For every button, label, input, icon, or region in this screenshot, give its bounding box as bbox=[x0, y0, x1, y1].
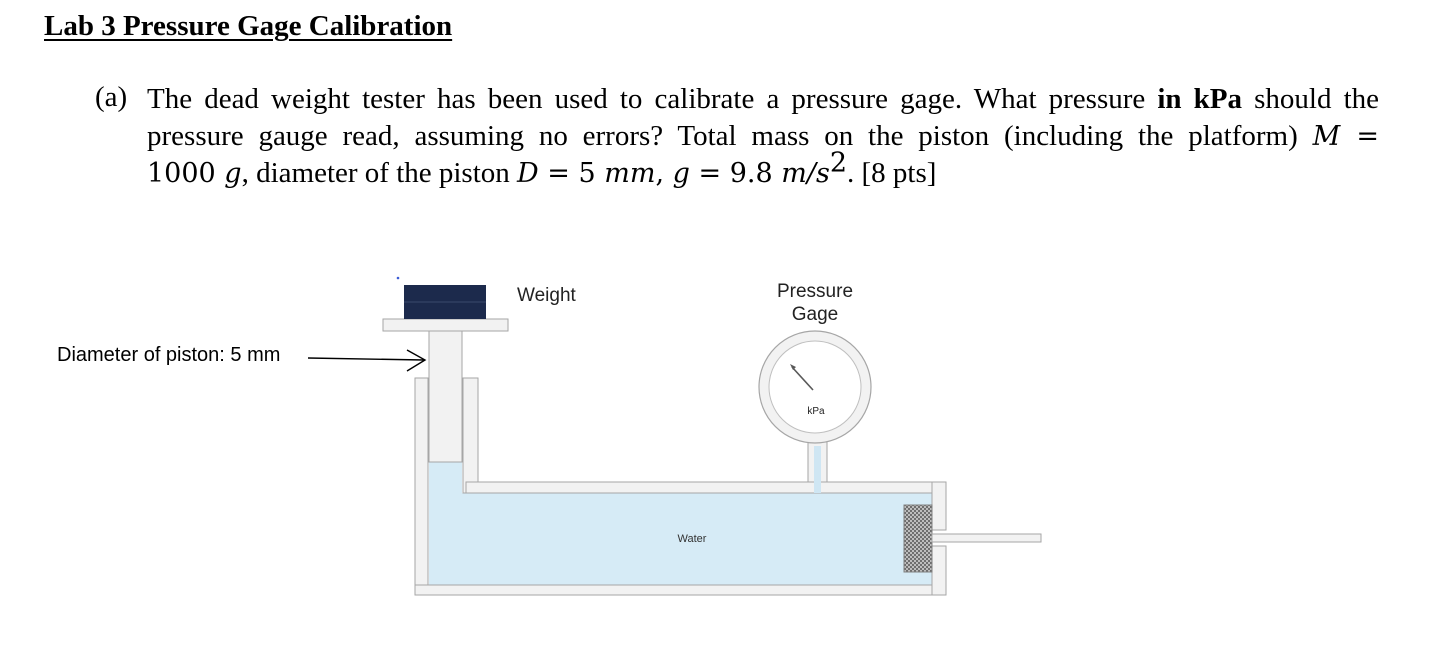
channel-bottom-wall bbox=[415, 585, 946, 595]
piston-rod bbox=[429, 331, 462, 462]
gage-label-line2: Gage bbox=[791, 304, 839, 325]
water-fill bbox=[429, 462, 932, 585]
piston-platform bbox=[383, 319, 508, 331]
question-line-2: pressure gauge read, assuming no errors? Total mass on the piston (including the platform) M = bbox=[147, 120, 1379, 152]
water-label: Water bbox=[677, 533, 707, 545]
mass-variable: M bbox=[1312, 121, 1341, 152]
gage-stem-water bbox=[814, 446, 821, 493]
question-line-1: The dead weight tester has been used to calibrate a pressure gage. What pressure in kPa should the bbox=[147, 83, 1379, 115]
marker-dot bbox=[397, 277, 400, 280]
channel-top-wall bbox=[466, 482, 932, 493]
gage-unit-label: kPa bbox=[807, 406, 825, 417]
diameter-variable: D bbox=[517, 158, 539, 189]
piston-pointer-line bbox=[308, 358, 424, 360]
right-end-cap-lower bbox=[932, 546, 946, 595]
plunger-head bbox=[904, 505, 932, 572]
piston-diameter-label: Diameter of piston: 5 mm bbox=[57, 344, 281, 366]
diameter-unit: mm bbox=[604, 158, 656, 189]
weight-label: Weight bbox=[517, 285, 576, 306]
gravity-exponent: 2 bbox=[829, 147, 847, 179]
emphasis-unit: in kPa bbox=[1157, 83, 1243, 115]
mass-unit: g bbox=[224, 158, 242, 189]
gage-dial-face bbox=[769, 341, 861, 433]
cylinder-inner-wall bbox=[463, 378, 478, 493]
document-title: Lab 3 Pressure Gage Calibration bbox=[44, 10, 453, 42]
question-line-3: 1000 g, diameter of the piston D = 5 mm, g = 9.8 $m/s^2$. [8 pts] bbox=[147, 147, 937, 189]
gravity-variable: g bbox=[672, 158, 690, 189]
mass-value: 1000 bbox=[147, 158, 225, 189]
question-label: (a) bbox=[95, 81, 128, 113]
right-end-cap-upper bbox=[932, 482, 946, 530]
plunger-rod bbox=[932, 534, 1041, 542]
gage-label-line1: Pressure bbox=[776, 281, 854, 302]
gravity-unit: m/s bbox=[781, 158, 830, 189]
left-outer-wall bbox=[415, 378, 428, 595]
